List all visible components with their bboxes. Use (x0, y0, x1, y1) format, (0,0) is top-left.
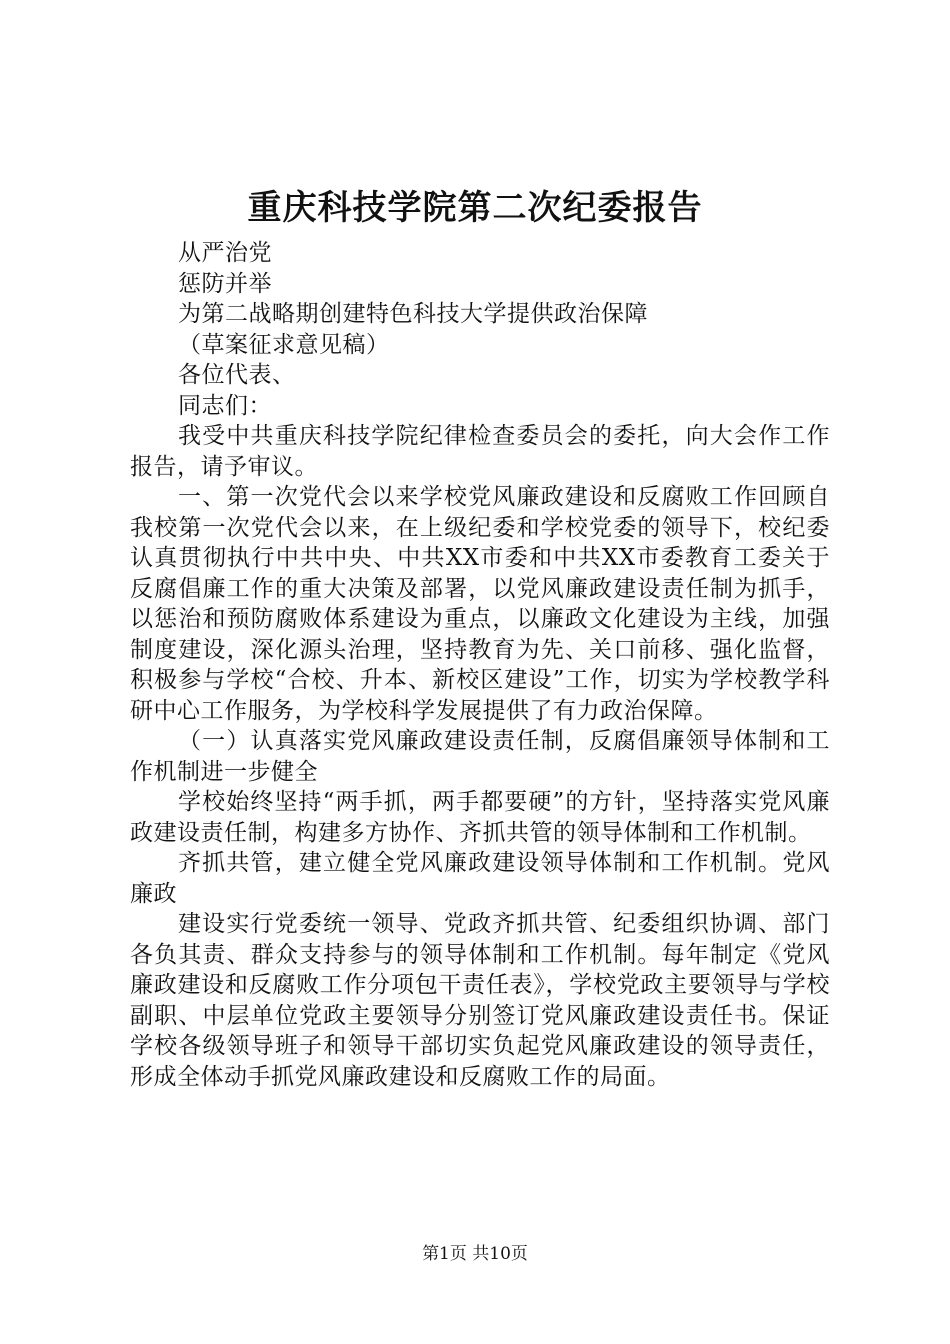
subtitle-line: 从严治党 (178, 240, 272, 266)
page-footer: 第1页 共10页 (422, 1244, 528, 1264)
paragraph: 一、第一次党代会以来学校党风廉政建设和反腐败工作回顾自我校第一次党代会以来，在上级纪委和学校党委的领导下，校纪委认真贯彻执行中共中央、中共XX市委和中共XX市委教育工委关于反腐倡廉工作的重大决策及部署，以党风廉政建设责任制为抓手，以惩治和预防腐败体系建设为重点，以廉政文化建设为主线，加强制度建设，深化源头治理，坚持教育为先、关口前移、强化监督，积极参与学校“合校、升本、新校区建设”工作，切实为学校教学科研中心工作服务，为学校科学发展提供了有力政治保障。 (130, 484, 830, 724)
paragraph: 建设实行党委统一领导、党政齐抓共管、纪委组织协调、部门各负其责、群众支持参与的领导体制和工作机制。每年制定《党风廉政建设和反腐败工作分项包干责任表》，学校党政主要领导与学校副职、中层单位党政主要领导分别签订党风廉政建设责任书。保证学校各级领导班子和领导干部切实负起党风廉政建设的领导责任，形成全体动手抓党风廉政建设和反腐败工作的局面。 (130, 911, 830, 1090)
paragraph: 齐抓共管，建立健全党风廉政建设领导体制和工作机制。党风廉政 (130, 850, 830, 907)
salutation-line: 各位代表、 (178, 362, 296, 388)
document-title: 重庆科技学院第二次纪委报告 (247, 188, 703, 228)
draft-note: （草案征求意见稿） (178, 331, 390, 358)
section-heading: （一）认真落实党风廉政建设责任制，反腐倡廉领导体制和工作机制进一步健全 (130, 728, 830, 785)
document-body (130, 238, 830, 1092)
paragraph: 我受中共重庆科技学院纪律检查委员会的委托，向大会作工作报告，请予审议。 (130, 423, 830, 480)
subtitle-line: 惩防并举 (178, 270, 272, 297)
subtitle-line: 为第二战略期创建特色科技大学提供政治保障 (178, 301, 648, 327)
paragraph: 学校始终坚持“两手抓，两手都要硬”的方针，坚持落实党风廉政建设责任制，构建多方协作、齐抓共管的领导体制和工作机制。 (130, 789, 830, 846)
salutation-line: 同志们： (178, 392, 272, 419)
